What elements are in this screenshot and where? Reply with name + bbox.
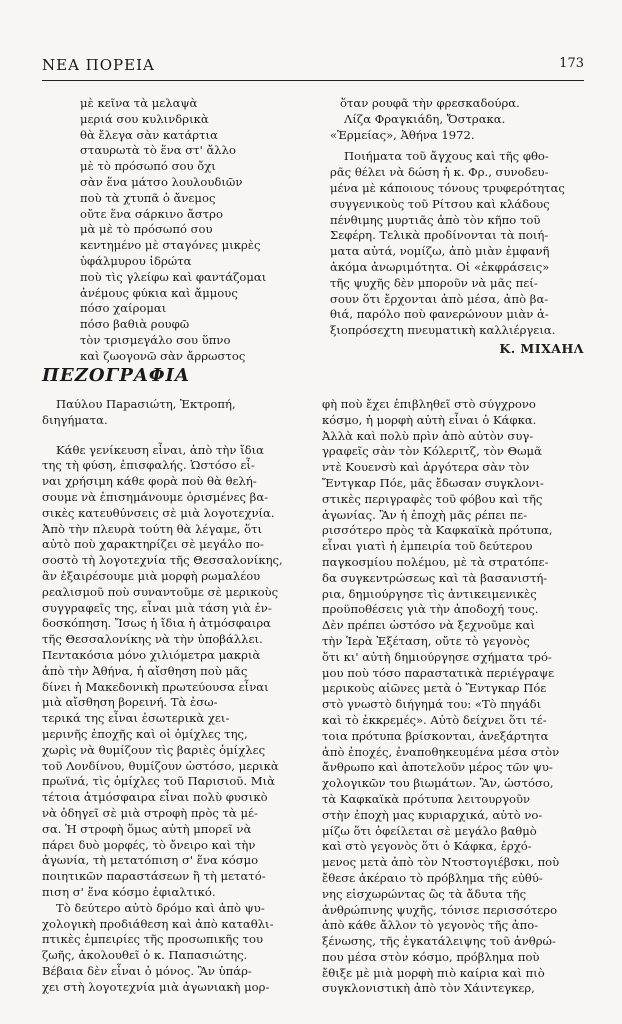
paragraph-2 (42, 901, 300, 996)
text-line: δίνει ἡ Μακεδονικὴ πρωτεύουσα εἶναι (42, 679, 269, 694)
text-line: συγγραφεῖς της, εἶναι μιὰ τάση γιὰ ἐν- (42, 600, 272, 615)
review-line: ἀκόμα ἀνωριμότητα. Οἱ «ἐκφράσεις» (330, 259, 550, 274)
text-line: πρωϊνά, τὶς ὁμίχλες τοῦ Παρισιοῦ. Μιὰ (42, 774, 275, 789)
text-line: τὰ Καφκαϊκὰ πρότυπα λειτουργοῦν (322, 791, 531, 806)
text-line: Πεντακόσια μόνο χιλιόμετρα μακριὰ (42, 647, 261, 662)
text-line: τοια πρότυπα βρίσκονται, ἀνεξάρτητα (322, 728, 549, 743)
poem-line: ἀνέμους φύκια καὶ ἄμμους (80, 285, 238, 300)
text-line: ρια, δημιούργησε τὶς ἀντικειμενικὲς (322, 586, 537, 601)
text-line: δα συγκεντρώσεως καὶ τὰ βασανιστή- (322, 570, 548, 585)
text-line: ὅτι κι' αὐτὴ δημιούργησε σχήματα τρό- (322, 649, 552, 664)
text-line: τερικά της εἶναι ἐσωτερικὰ χει- (42, 711, 230, 726)
poem-excerpt (80, 96, 320, 365)
text-line: εἶναι γιατὶ ἡ ἐμπειρία τοῦ δεύτερου (322, 539, 533, 554)
text-line: ρισσότερο πρὸς τὰ Καφκαϊκὰ πρότυπα, (322, 523, 553, 538)
review-signature: Κ. ΜΙΧΑΗΛ (499, 340, 584, 356)
poem-line: θὰ ἔλεγα σὰν κατάρτια (80, 127, 218, 142)
text-line: κόσμο, ἡ μορφὴ αὐτὴ εἶναι ὁ Κάφκα. (322, 412, 537, 427)
poem-line: κεντημένο μὲ σταγόνες μικρὲς (80, 238, 261, 253)
text-line: ἔθιξε μὲ μιὰ μορφὴ πιὸ καίρια καὶ πιὸ (322, 965, 545, 980)
poem-line: ὑφάλμυρου ἱδρώτα (80, 253, 192, 268)
poem-line: τὸν τρισμεγάλο σου ὕπνο (80, 332, 231, 347)
poem-line: πόσο βαθιὰ ρουφῶ (80, 317, 190, 332)
text-line: ποιητικῶν παραστάσεων ἢ τὴ μετατό- (42, 869, 266, 884)
text-line: νὰ ὁδηγεῖ σὲ μιὰ στροφὴ πρὸς τὰ μέ- (42, 805, 258, 820)
text-line: μερικοὺς αἰῶνες μετὰ ὁ Ἔντγκαρ Πόε (322, 681, 547, 696)
text-line: ἂν ἐξαιρέσουμε μιὰ μορφὴ ρωμαλέου (42, 568, 261, 583)
text-line: σουμε νὰ ἐπισημάνουμε ὁρισμένες βα- (42, 489, 269, 504)
text-line: προϋποθέσεις γιὰ τὴν ἀποδοχή τους. (322, 602, 539, 617)
text-line: πιση σ' ἕνα κόσμο ἐφιαλτικό. (42, 884, 216, 899)
review-line: ξιοπρόσεχτη πνευματικὴ καλλιέργεια. (330, 323, 556, 338)
text-line: συγκλονιστικὴ ἀπὸ τὸν Χάιντεγκερ, (322, 981, 535, 996)
text-line: φὴ ποὺ ἔχει ἐπιβληθεῖ στὸ σύγχρονο (322, 397, 536, 411)
text-line: αὐτὸ ποὺ χαρακτηρίζει σὲ μεγάλο πο- (42, 537, 264, 552)
text-line: που μέσα στὸν κόσμο, πρόβλημα ποὺ (322, 949, 540, 964)
text-line: σα. Ἡ στροφὴ ὅμως αὐτὴ μπορεῖ νὰ (42, 821, 252, 836)
review-line: σουν ὅτι ἔρχονται ἀπὸ μέσα, ἀπὸ βα- (330, 291, 549, 306)
poem-last-line: ὅταν ρουφᾶ τὴν φρεσκαδούρα. (340, 96, 520, 110)
text-line: ἄνθρωπο καὶ ἀποτελοῦν μέρος τῶν ψυ- (322, 760, 553, 775)
paragraph-1 (42, 443, 300, 901)
review-line: Σεφέρη. Τελικὰ προδίνονται τὰ ποιή- (330, 228, 549, 243)
review-line: τῆς ψυχῆς δὲν μποροῦν νὰ μᾶς πεί- (330, 275, 538, 290)
text-line: τῆς Θεσσαλονίκης νὰ τὴν ὑποβάλλει. (42, 632, 263, 647)
poem-line: μὲ κεῖνα τὰ μελαψὰ (80, 96, 198, 110)
text-line: μίζω ὅτι ὀφείλεται σὲ μεγάλο βαθμὸ (322, 823, 537, 838)
text-line: ἀνθρώπινης ψυχῆς, τόνισε περισσότερο (322, 902, 558, 917)
review-line: πένθιμης μυρτιᾶς ἀπὸ τὸν κῆπο τοῦ (330, 212, 541, 227)
text-line: τοῦ Λονδίνου, θυμίζουν ὡστόσο, μερικὰ (42, 758, 279, 773)
text-line: στικὲς περιγραφὲς τοῦ φόβου καὶ τῆς (322, 491, 543, 506)
text-line: ἀπὸ κάθε ἄλλον τὸ γεγονὸς τῆς ἀπο- (322, 918, 539, 933)
review-line: ρᾶς θέλει νὰ δώση ἡ κ. Φρ., συνοδευ- (330, 165, 549, 180)
poem-line: μεριά σου κυλινδρικὰ (80, 111, 209, 126)
text-line: χολογικὴ προδιάθεση καὶ ἀπὸ καταθλι- (42, 916, 274, 931)
review-line: ματα αὐτά, νομίζω, ἀπὸ μιὰν ἐμφανῆ (330, 244, 550, 259)
text-line: νης εἰσχωρώντας ὣς τὰ ἄδυτα τῆς (322, 886, 527, 901)
text-line: μιὰ αἴσθηση βορεινή. Τὰ ἐσω- (42, 695, 218, 710)
text-line: ἔθεσε ἀκέραιο τὸ πρόβλημα τῆς εὐθύ- (322, 870, 543, 885)
review-block (330, 96, 584, 357)
text-line: μερινῆς ἐποχῆς καὶ οἱ ὁμίχλες της, (42, 726, 248, 741)
citation-line: «Ἑρμείας», Ἀθήνα 1972. (330, 127, 475, 142)
review-line: μένα μὲ κάποιους τόνους τρυφερότητας (330, 180, 565, 195)
text-line: δοσκόπηση. Ἴσως ἡ ἴδια ἡ ἀτμόσφαιρα (42, 616, 271, 631)
text-line: σοστὸ τὴ λογοτεχνία τῆς Θεσσαλονίκης, (42, 553, 283, 568)
journal-title: ΝΕΑ ΠΟΡΕΙΑ (42, 56, 155, 74)
text-line: ξένωσης, τῆς ἐγκατάλειψης τοῦ ἀνθρώ- (322, 934, 556, 949)
text-line: ἀπὸ ἐποχές, ἐναποθηκευμένα μέσα στὸν (322, 744, 560, 759)
review-line: συγγενικοὺς τοῦ Ρίτσου καὶ κλάδους (330, 196, 550, 211)
text-line: πτικὲς ἐμπειρίες τῆς προσωπικῆς του (42, 932, 264, 947)
poem-line: οὔτε ἕνα σάρκινο ἄστρο (80, 206, 223, 221)
running-header (42, 56, 584, 80)
poem-line: ποὺ τὰ χτυπᾶ ὁ ἄνεμος (80, 190, 216, 205)
text-line: καὶ τὸ ἐκκρεμές». Αὐτὸ δείχνει ὅτι τέ- (322, 712, 547, 727)
poem-line: πόσο χαίρομαι (80, 301, 167, 316)
text-line: ἀπὸ τὴν Ἀθήνα, ἡ αἴσθηση ποὺ μᾶς (42, 663, 248, 678)
poem-line: ποὺ τὶς γλείφω καὶ φαντάζομαι (80, 269, 267, 284)
text-line: Κάθε γενίκευση εἶναι, ἀπὸ τὴν ἴδια (56, 442, 264, 457)
review-line: Ποιήματα τοῦ ἄγχους καὶ τῆς φθο- (344, 149, 549, 164)
text-line: τὴν Ἱερὰ Ἐξέταση, οὔτε τὸ γεγονὸς (322, 633, 530, 648)
poem-line: σὰν ἕνα μάτσο λουλουδιῶν (80, 174, 243, 189)
text-line: Τὸ δεύτερο αὐτὸ δρόμο καὶ ἀπὸ ψυ- (56, 900, 265, 915)
poem-line: μὰ μὲ τὸ πρόσωπό σου (80, 222, 213, 237)
text-line: παγκοσμίου πολέμου, μὲ τὰ στρατόπε- (322, 554, 549, 569)
text-line: ρεαλισμοῦ ποὺ συναντοῦμε σὲ μερικοὺς (42, 584, 279, 599)
text-line: χολογικῶν του βιωμάτων. Ἂν, ὡστόσο, (322, 776, 554, 791)
text-line: ντὲ Κουενσὺ καὶ ἀργότερα σὰν τὸν (322, 460, 530, 475)
text-line: χωρὶς νὰ θυμίζουν τὶς βαριὲς ὁμίχλες (42, 742, 266, 757)
section-title: ΠΕΖΟΓΡΑΦΙΑ (42, 365, 190, 386)
poem-line: καὶ ζωογονῶ σὰν ἄρρωστος (80, 348, 246, 363)
page-number: 173 (559, 56, 584, 71)
book-reference (42, 397, 300, 429)
text-line: στὴν ἐποχὴ μας κυριαρχικά, αὐτὸ νο- (322, 807, 543, 822)
text-line: μου ποὺ τόσο παραστατικὰ περιέγραψε (322, 665, 555, 680)
text-line: Βέβαια δὲν εἶναι ὁ μόνος. Ἂν ὑπάρ- (42, 963, 252, 978)
text-line: χει στὴ λογοτεχνία μιὰ ἀγωνιακὴ μορ- (42, 979, 270, 994)
page (42, 0, 584, 1024)
text-line: σικὲς κατευθύνσεις σὲ μιὰ λογοτεχνία. (42, 505, 275, 520)
text-line: πάρει δυὸ μορφές, τὸ ὄνειρο καὶ τὴν (42, 837, 256, 852)
left-column (42, 397, 300, 995)
book-reference-line: διηγήματα. (42, 412, 108, 427)
right-column (322, 397, 584, 997)
text-line: τέτοια ἀτμόσφαιρα εἶναι πολὺ φυσικὸ (42, 790, 268, 805)
book-citation (330, 112, 584, 144)
text-line: στὸ γνωστὸ διήγημά του: «Τὸ πηγάδι (322, 697, 542, 712)
poem-line: μὲ τὸ πρόσωπό σου ὄχι (80, 159, 216, 174)
text-line: γραφεῖς σὰν τὸν Κόλεριτζ, τὸν Θωμᾶ (322, 444, 542, 459)
text-line: μενος μετὰ ἀπὸ τὸν Ντοστογιέβσκι, ποὺ (322, 855, 560, 870)
header-rule (42, 80, 584, 81)
citation-line: Λίζα Φραγκιάδη, Ὄστρακα. (344, 111, 506, 126)
text-line: ἀγωνία, τὴ μετατόπιση σ' ἕνα κόσμο (42, 853, 259, 868)
review-paragraph (330, 149, 584, 339)
text-line: Ἀλλὰ καὶ πολὺ πρὶν ἀπὸ αὐτὸν συγ- (322, 428, 534, 443)
text-line: της τὴ φύση, ἐπισφαλής. Ὡστόσο εἶ- (42, 458, 255, 473)
text-line: ναι χρήσιμη κάθε φορὰ ποὺ θὰ θελή- (42, 474, 257, 489)
text-line: ζωῆς, ἀκολουθεῖ ὁ κ. Παπασιώτης. (42, 948, 248, 963)
text-line: καὶ στὸ γεγονὸς ὅτι ὁ Κάφκα, ἐρχό- (322, 839, 532, 854)
poem-line: σταυρωτὰ τὸ ἕνα στ' ἄλλο (80, 143, 236, 158)
text-line: ἀγωνίας. Ἂν ἡ ἐποχὴ μᾶς ρέπει πε- (322, 507, 528, 522)
text-line: Ἀπὸ τὴν πλευρὰ τούτη θὰ λέγαμε, ὅτι (42, 521, 263, 536)
book-reference-line: Παύλου Πapaσιώτη, Ἐκτροπή, (56, 397, 236, 411)
review-line: θιά, παρόλο ποὺ φανερώνουν μιὰν ἀ- (330, 307, 549, 322)
text-line: Ἔντγκαρ Πόε, μᾶς ἔδωσαν συγκλονι- (322, 475, 544, 490)
text-line: Δὲν πρέπει ὡστόσο νὰ ξεχνοῦμε καὶ (322, 618, 535, 633)
